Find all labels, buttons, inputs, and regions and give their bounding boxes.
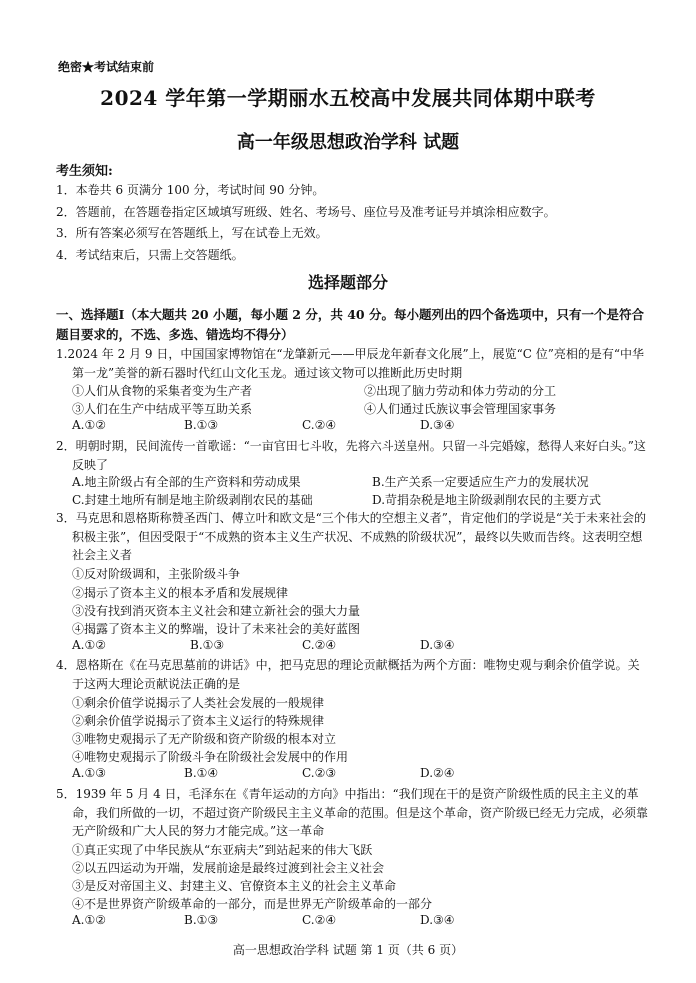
option-b: B.①③ [184, 913, 219, 927]
notes-heading: 考生须知: [56, 164, 113, 179]
statement-1: ①真正实现了中华民族从“东亚病夫”到站起来的伟大飞跃 [72, 843, 373, 857]
exam-subtitle: 高一年级思想政治学科 试题 [236, 132, 460, 153]
option-b: B.生产关系一定要适应生产力的发展状况 [372, 475, 589, 489]
question-stem: 3．马克思和恩格斯称赞圣西门、傅立叶和欧文是“三个伟大的空想主义者”，肯定他们的学说是“关于未来社会的积极主张”，但因受限于“不成熟的资本主义生产状况、不成熟的阶级状况”，最终以失败而告终。这表明空想社会主义者 [56, 511, 647, 563]
option-d: D.③④ [420, 418, 455, 432]
statement-2: ②揭示了资本主义的根本矛盾和发展规律 [72, 586, 289, 600]
option-d: D.③④ [420, 913, 455, 927]
option-a: A.地主阶级占有全部的生产资料和劳动成果 [72, 475, 301, 489]
question-4 [56, 656, 648, 693]
option-d: D.③④ [420, 638, 455, 652]
option-d: D.②④ [420, 766, 455, 780]
statement-3: ③人们在生产中结成平等互助关系 [72, 402, 253, 416]
statement-2: ②出现了脑力劳动和体力劳动的分工 [364, 384, 557, 398]
option-b: B.①③ [184, 418, 219, 432]
section-title: 选择题部分 [307, 273, 388, 292]
question-1 [56, 345, 648, 382]
question-stem: 1.2024 年 2 月 9 日，中国国家博物馆在“龙肇新元——甲辰龙年新春文化展”上，展览“C 位”亮相的是有“中华第一龙”美誉的新石器时代红山文化玉龙。通过该文物可以推断此历史时期 [56, 347, 645, 380]
option-b: B.①③ [190, 638, 225, 652]
question-3 [56, 509, 648, 565]
statement-4: ④揭露了资本主义的弊端，设计了未来社会的美好蓝图 [72, 622, 361, 636]
option-c: C.②④ [302, 418, 337, 432]
statement-3: ③唯物史观揭示了无产阶级和资产阶级的根本对立 [72, 732, 337, 746]
statement-4: ④人们通过氏族议事会管理国家事务 [364, 402, 557, 416]
statement-2: ②剩余价值学说揭示了资本主义运行的特殊规律 [72, 714, 325, 728]
option-c: C.②④ [302, 638, 337, 652]
option-c: C.②④ [302, 913, 337, 927]
statement-3: ③没有找到消灭资本主义社会和建立新社会的强大力量 [72, 604, 361, 618]
statement-3: ③是反对帝国主义、封建主义、官僚资本主义的社会主义革命 [72, 879, 397, 893]
confidential-label: 绝密★考试结束前 [58, 60, 155, 74]
question-stem: 4．恩格斯在《在马克思墓前的讲话》中，把马克思的理论贡献概括为两个方面：唯物史观与剩余价值学说。关于这两大理论贡献说法正确的是 [56, 658, 640, 691]
note-item: 1．本卷共 6 页满分 100 分，考试时间 90 分钟。 [56, 183, 325, 197]
statement-1: ①人们从食物的采集者变为生产者 [72, 384, 253, 398]
note-item: 2．答题前，在答题卷指定区域填写班级、姓名、考场号、座位号及准考证号并填涂相应数字。 [56, 205, 556, 219]
question-2 [56, 437, 648, 474]
statement-2: ②以五四运动为开端，发展前途是最终过渡到社会主义社会 [72, 861, 385, 875]
option-a: A.①② [72, 418, 106, 432]
part-instructions: 一、选择题Ⅰ（本大题共 20 小题，每小题 2 分，共 40 分。每小题列出的四个备选项中，只有一个是符合题目要求的，不选、多选、错选均不得分） [56, 307, 644, 342]
question-stem: 5．1939 年 5 月 4 日，毛泽东在《青年运动的方向》中指出：“我们现在干的是资产阶级性质的民主主义的革命，我们所做的一切，不超过资产阶级民主主义革命的范围。但是这个革命，资产阶级已经无力完成，必须靠无产阶级和广大人民的努力才能完成。”这一革命 [56, 787, 649, 839]
exam-title: 2024 学年第一学期丽水五校高中发展共同体期中联考 [100, 86, 596, 110]
question-stem: 2．明朝时期，民间流传一首歌谣：“一亩官田七斗收，先将六斗送皇州。只留一斗完婚嫁，愁得人来好白头。”这反映了 [56, 439, 646, 472]
option-b: B.①④ [184, 766, 219, 780]
option-d: D.苛捐杂税是地主阶级剥削农民的主要方式 [372, 493, 602, 507]
statement-1: ①反对阶级调和，主张阶级斗争 [72, 567, 241, 581]
option-a: A.①② [72, 913, 106, 927]
option-c: C.②③ [302, 766, 337, 780]
note-item: 3．所有答案必须写在答题纸上，写在试卷上无效。 [56, 226, 328, 240]
page-footer: 高一思想政治学科 试题 第 1 页（共 6 页） [232, 943, 464, 957]
statement-4: ④唯物史观揭示了阶级斗争在阶级社会发展中的作用 [72, 750, 349, 764]
option-c: C.封建土地所有制是地主阶级剥削农民的基础 [72, 493, 313, 507]
question-5 [56, 785, 648, 841]
statement-4: ④不是世界资产阶级革命的一部分，而是世界无产阶级革命的一部分 [72, 897, 433, 911]
option-a: A.①③ [72, 766, 106, 780]
option-a: A.①② [72, 638, 106, 652]
statement-1: ①剩余价值学说揭示了人类社会发展的一般规律 [72, 696, 325, 710]
note-item: 4．考试结束后，只需上交答题纸。 [56, 248, 244, 262]
